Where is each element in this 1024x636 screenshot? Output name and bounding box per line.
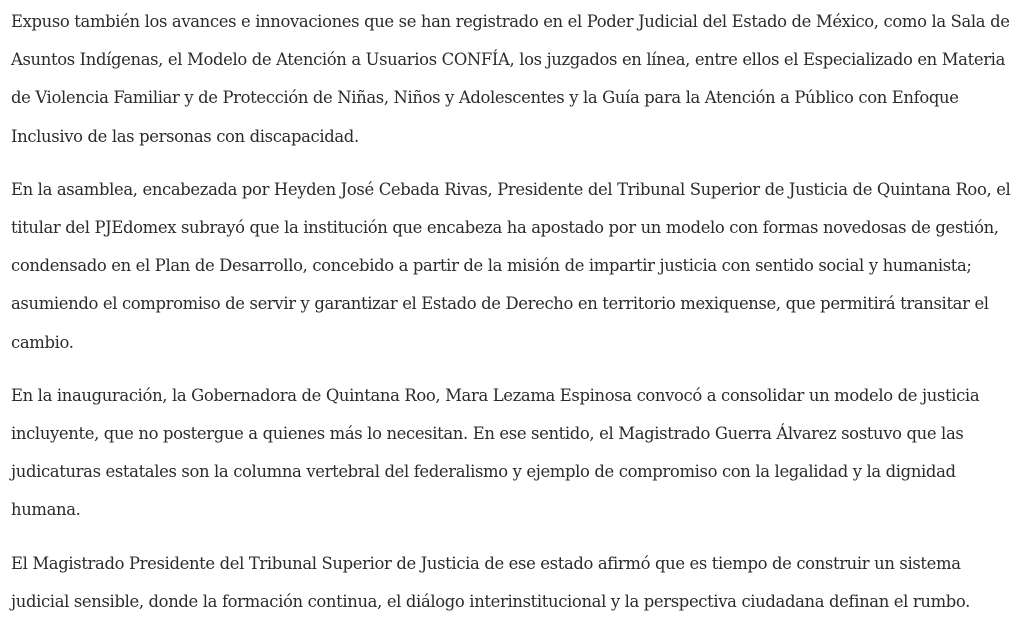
article-paragraph-2: En la asamblea, encabezada por Heyden José Cebada Rivas, Presidente del Tribunal Superior de Justicia de Quintana Roo, el titular del PJEdomex subrayó que la institución que encabeza ha apostado por un modelo con formas novedosas de gestión, condensado en el Plan de Desarrollo, concebido a partir de la misión de impartir justicia con sentido social y humanista; asumiendo el compromiso de servir y garantizar el Estado de Derecho en territorio mexiquense, que permitirá transitar el cambio. <box>11 179 1011 352</box>
article-body <box>11 3 1016 636</box>
article-paragraph-3: En la inauguración, la Gobernadora de Quintana Roo, Mara Lezama Espinosa convocó a consolidar un modelo de justicia incluyente, que no postergue a quienes más lo necesitan. En ese sentido, el Magistrado Guerra Álvarez sostuvo que las judicaturas estatales son la columna vertebral del federalismo y ejemplo de compromiso con la legalidad y la dignidad humana. <box>11 385 980 520</box>
article-paragraph-4: El Magistrado Presidente del Tribunal Superior de Justicia de ese estado afirmó que es tiempo de construir un sistema judicial sensible, donde la formación continua, el diálogo interinstitucional y la perspectiva ciudadana definan el rumbo. <box>11 553 971 611</box>
article-paragraph-1: Expuso también los avances e innovaciones que se han registrado en el Poder Judicial del Estado de México, como la Sala de Asuntos Indígenas, el Modelo de Atención a Usuarios CONFÍA, los juzgados en línea, entre ellos el Especializado en Materia de Violencia Familiar y de Protección de Niñas, Niños y Adolescentes y la Guía para la Atención a Público con Enfoque Inclusivo de las personas con discapacidad. <box>11 12 1010 146</box>
